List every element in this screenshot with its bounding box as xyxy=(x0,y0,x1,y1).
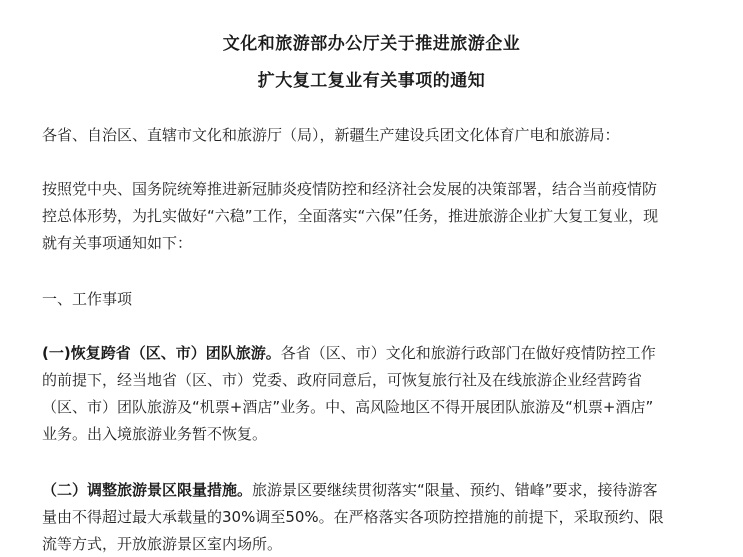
section-heading-text: 一、工作事项 xyxy=(42,290,133,308)
item-1-paragraph xyxy=(42,340,712,448)
item-2-first-line-rest: 旅游景区要继续贯彻落实“限量、预约、错峰”要求，接待游客 xyxy=(252,481,658,499)
salutation-text: 各省、自治区、直辖市文化和旅游厅（局），新疆生产建设兵团文化体育广电和旅游局： xyxy=(42,126,620,144)
item-2-lead: （二）调整旅游景区限量措施。 xyxy=(42,481,253,499)
intro-line: 按照党中央、国务院统筹推进新冠肺炎疫情防控和经济社会发展的决策部署，结合当前疫情防 xyxy=(42,180,658,198)
item-2-line: 量由不得超过最大承载量的30%调至50%。在严格落实各项防控措施的前提下，采取预约、限 xyxy=(42,508,664,526)
document-title-line-1: 文化和旅游部办公厅关于推进旅游企业 xyxy=(222,34,521,54)
item-2-line: 流等方式，开放旅游景区室内场所。 xyxy=(42,535,283,553)
item-1-first-line xyxy=(42,340,712,367)
intro-paragraph xyxy=(42,176,712,257)
salutation-paragraph xyxy=(42,122,712,149)
item-2-paragraph xyxy=(42,477,712,557)
item-2-first-line xyxy=(42,477,712,504)
item-1-lead: (一)恢复跨省（区、市）团队旅游。 xyxy=(42,344,281,362)
item-1-line: （区、市）团队旅游及“机票+酒店”业务。中、高风险地区不得开展团队旅游及“机票+酒店” xyxy=(42,398,654,416)
item-1-line: 业务。出入境旅游业务暂不恢复。 xyxy=(42,425,268,443)
intro-line: 控总体形势，为扎实做好“六稳”工作，全面落实“六保”任务，推进旅游企业扩大复工复业，现 xyxy=(42,207,659,225)
document-title-line-2: 扩大复工复业有关事项的通知 xyxy=(257,71,486,91)
item-1-first-line-rest: 各省（区、市）文化和旅游行政部门在做好疫情防控工作 xyxy=(280,344,656,362)
item-1-line: 的前提下，经当地省（区、市）党委、政府同意后，可恢复旅行社及在线旅游企业经营跨省 xyxy=(42,371,643,389)
intro-line: 就有关事项通知如下： xyxy=(42,234,193,252)
section-heading xyxy=(42,286,712,313)
